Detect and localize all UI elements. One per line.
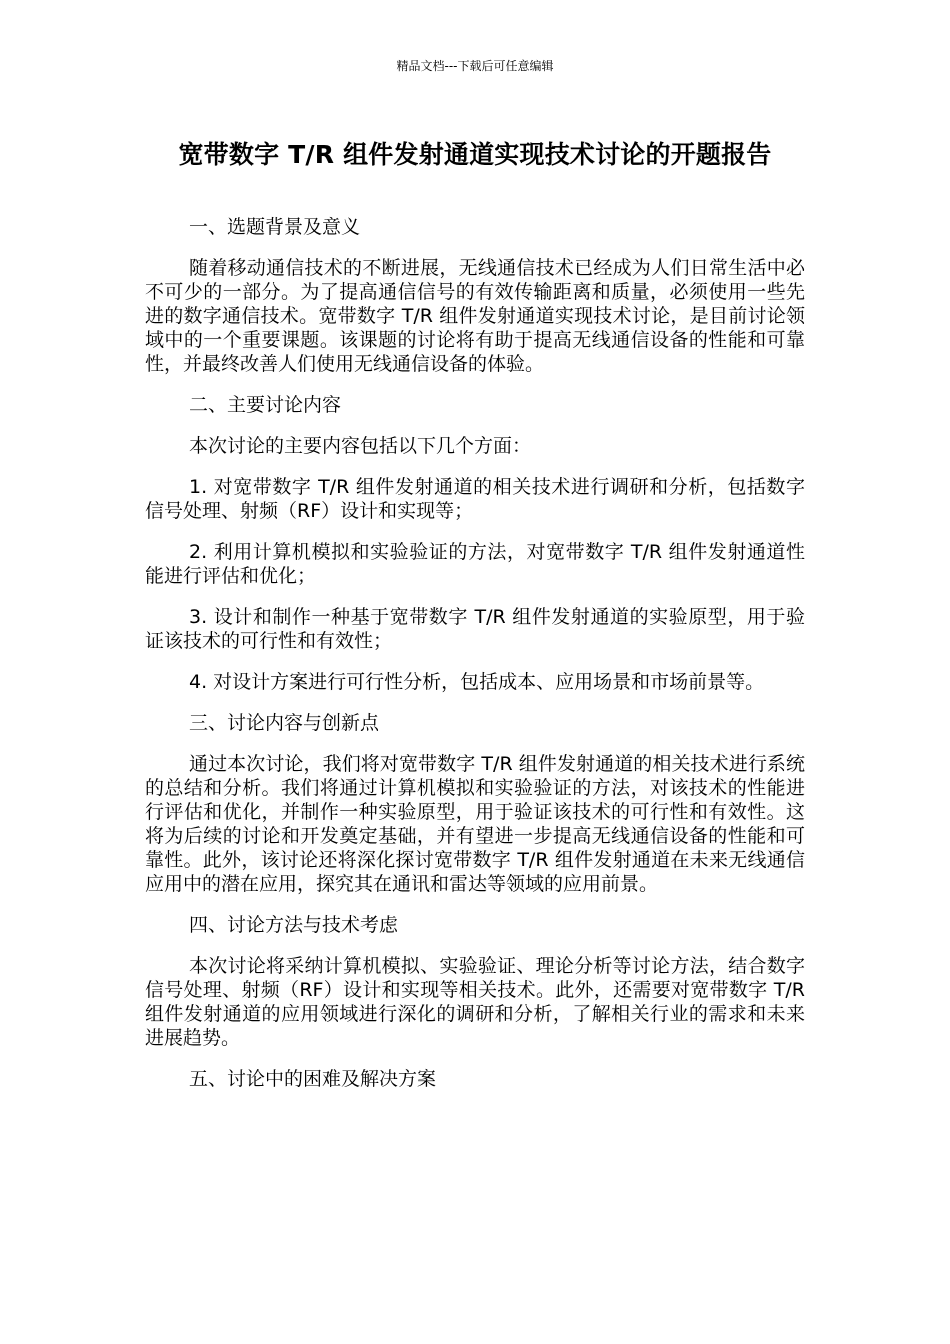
- section-heading-methods: 四、讨论方法与技术考虑: [189, 914, 399, 936]
- paragraph-methods: 本次讨论将采纳计算机模拟、实验验证、理论分析等讨论方法，结合数字信号处理、射频（RF）设计和实现等相关技术。此外，还需要对宽带数字 T/R 组件发射通道的应用领域进行深化的调研和分析，了解相关行业的需求和未来进展趋势。: [145, 955, 805, 1049]
- paragraph-main-content-intro: 本次讨论的主要内容包括以下几个方面：: [189, 435, 532, 457]
- header-note: 精品文档---下载后可任意编辑: [396, 59, 554, 73]
- section-heading-main-content: 二、主要讨论内容: [189, 394, 342, 416]
- section-heading-innovation: 三、讨论内容与创新点: [189, 712, 380, 734]
- document-body: [145, 215, 805, 1108]
- document-title: 宽带数字 T/R 组件发射通道实现技术讨论的开题报告: [178, 140, 772, 169]
- list-item-2: 2. 利用计算机模拟和实验验证的方法，对宽带数字 T/R 组件发射通道性能进行评估和优化；: [145, 541, 805, 587]
- section-heading-background: 一、选题背景及意义: [189, 216, 361, 238]
- list-item-4: 4. 对设计方案进行可行性分析，包括成本、应用场景和市场前景等。: [189, 671, 765, 693]
- paragraph-background: 随着移动通信技术的不断进展，无线通信技术已经成为人们日常生活中必不可少的一部分。为了提高通信信号的有效传输距离和质量，必须使用一些先进的数字通信技术。宽带数字 T/R 组件发射通道实现技术讨论，是目前讨论领域中的一个重要课题。该课题的讨论将有助于提高无线通信设备的性能和可靠性，并最终改善人们使用无线通信设备的体验。: [145, 257, 805, 375]
- section-heading-difficulties: 五、讨论中的困难及解决方案: [189, 1068, 437, 1090]
- paragraph-innovation: 通过本次讨论，我们将对宽带数字 T/R 组件发射通道的相关技术进行系统的总结和分析。我们将通过计算机模拟和实验验证的方法，对该技术的性能进行评估和优化，并制作一种实验原型，用于验证该技术的可行性和有效性。这将为后续的讨论和开发奠定基础，并有望进一步提高无线通信设备的性能和可靠性。此外，该讨论还将深化探讨宽带数字 T/R 组件发射通道在未来无线通信应用中的潜在应用，探究其在通讯和雷达等领域的应用前景。: [145, 753, 805, 895]
- list-item-3: 3. 设计和制作一种基于宽带数字 T/R 组件发射通道的实验原型，用于验证该技术的可行性和有效性；: [145, 606, 805, 652]
- list-item-1: 1. 对宽带数字 T/R 组件发射通道的相关技术进行调研和分析，包括数字信号处理、射频（RF）设计和实现等；: [145, 476, 805, 522]
